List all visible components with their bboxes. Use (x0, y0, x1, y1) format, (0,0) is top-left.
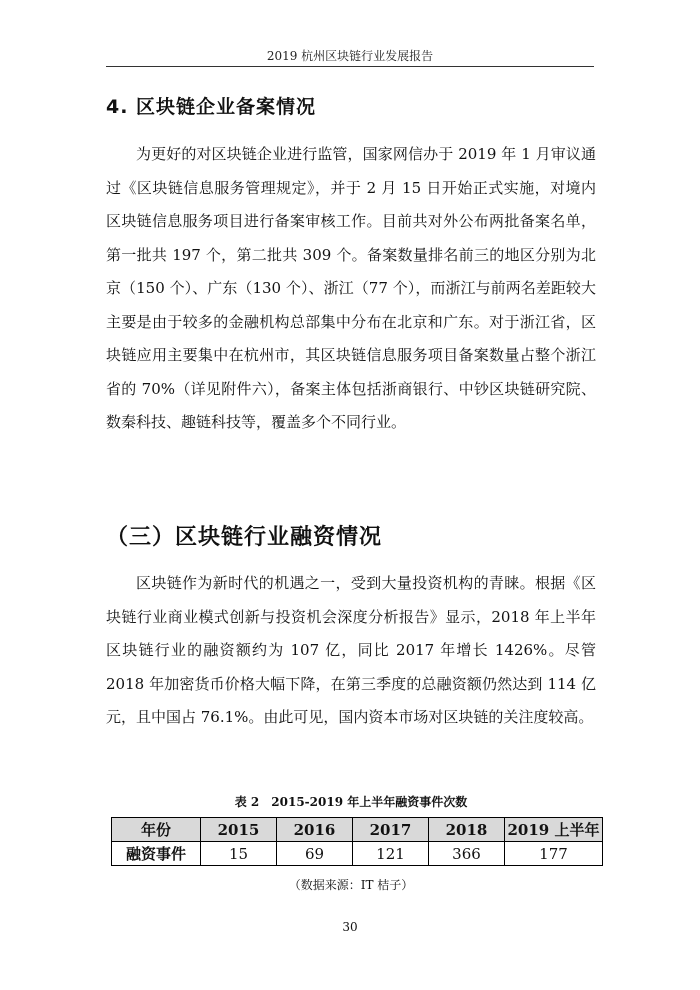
table-cell: 121 (353, 842, 429, 866)
table-column-header: 2016 (277, 818, 353, 842)
running-header: 2019 杭州区块链行业发展报告 (266, 49, 434, 63)
table-cell: 15 (201, 842, 277, 866)
table-caption: 表 2 2015-2019 年上半年融资事件次数 (234, 795, 468, 809)
financing-events-table (111, 817, 603, 866)
table-column-header: 2019 上半年 (505, 818, 603, 842)
table-row (112, 842, 603, 866)
paragraph-filing: 为更好的对区块链企业进行监管，国家网信办于 2019 年 1 月审议通过《区块链信息服务管理规定》，并于 2 月 15 日开始正式实施，对境内区块链信息服务项目进行备案审核工作。目前共对外公布两批备案名单，第一批共 197 个，第二批共 309 个。备案数量排名前三的地区分别为北京（150 个）、广东（130 个）、浙江（77 个），而浙江与前两名差距较大主要是由于较多的金融机构总部集中分布在北京和广东。对于浙江省，区块链应用主要集中在杭州市，其区块链信息服务项目备案数量占整个浙江省的 70%（详见附件六），备案主体包括浙商银行、中钞区块链研究院、数秦科技、趣链科技等，覆盖多个不同行业。 (106, 145, 596, 431)
table-source-note: （数据来源：IT 桔子） (288, 878, 414, 892)
table-cell: 366 (429, 842, 505, 866)
table-column-header: 2017 (353, 818, 429, 842)
table-row-label: 融资事件 (112, 842, 201, 866)
table-cell: 177 (505, 842, 603, 866)
table-column-header: 2018 (429, 818, 505, 842)
section-heading-financing: （三）区块链行业融资情况 (106, 525, 383, 550)
paragraph-financing: 区块链作为新时代的机遇之一，受到大量投资机构的青睐。根据《区块链行业商业模式创新与投资机会深度分析报告》显示，2018 年上半年区块链行业的融资额约为 107 亿，同比 2017 年增长 1426%。尽管 2018 年加密货币价格大幅下降，在第三季度的总融资额仍然达到 114 亿元，且中国占 76.1%。由此可见，国内资本市场对区块链的关注度较高。 (106, 574, 596, 726)
header-rule (106, 66, 594, 67)
table-cell: 69 (277, 842, 353, 866)
table-header-row (112, 818, 603, 842)
table-column-header: 2015 (201, 818, 277, 842)
table-header-label: 年份 (112, 818, 201, 842)
page-number: 30 (342, 920, 358, 934)
section-heading-filing: 4. 区块链企业备案情况 (106, 96, 317, 118)
